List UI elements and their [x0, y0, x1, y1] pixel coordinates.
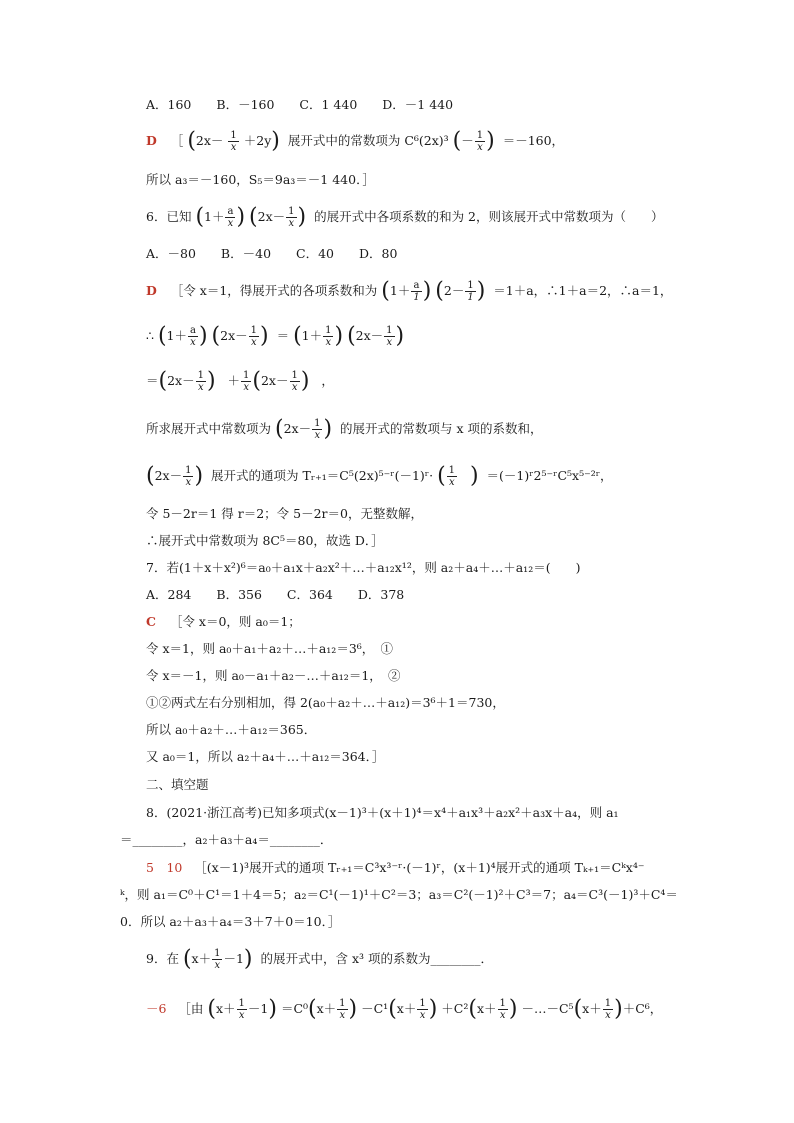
- text: ［(x－1)³展开式的通项 Tᵣ₊₁＝C³x³⁻ʳ·(－1)ʳ，(x＋1)⁴展开式的通项 Tₖ₊₁＝Cᵏx⁴⁻: [194, 860, 645, 875]
- fraction: $\frac{a}{1}$: [413, 280, 420, 303]
- expr-text: ＝－160，: [502, 133, 565, 148]
- text: 的展开式的常数项与 x 项的系数和，: [340, 421, 543, 436]
- fraction: $\frac{1}{x}$: [230, 130, 237, 153]
- q7-solution-line6: 又 a₀＝1，所以 a₂＋a₄＋…＋a₁₂＝364．］: [146, 749, 385, 764]
- q6-solution-line7: ∴展开式中常数项为 8C⁵＝80，故选 D．］: [146, 533, 384, 548]
- expr-part: 1＋: [204, 209, 225, 224]
- text: ＝: [276, 328, 290, 343]
- q6-solution-line5: (2x－ $\frac{1}{x}$ ) 展开式的通项为 Tᵣ₊₁＝C⁵(2x)⁵⁻ʳ(－1)ʳ· ( $\frac{1}{x}$ ) ＝(－1)ʳ2⁵⁻ʳC⁵x⁵⁻²ʳ，: [146, 463, 613, 489]
- text: ＝1＋a，∴1＋a＝2，∴a＝1，: [493, 283, 673, 298]
- text: ∴: [146, 328, 154, 343]
- q5-solution-line2: 所以 a₃＝－160，S₅＝9a₃＝－1 440．］: [146, 172, 375, 187]
- fraction: $\frac{1}{x}$: [476, 130, 484, 153]
- text: ［由: [178, 1001, 204, 1016]
- q7-solution-line2: 令 x＝1，则 a₀＋a₁＋a₂＋…＋a₁₂＝3⁶， ①: [146, 641, 394, 656]
- q7-solution-line5: 所以 a₀＋a₂＋…＋a₁₂＝365．: [146, 722, 317, 737]
- section-heading: 二、填空题: [146, 777, 209, 792]
- q7-stem: 7．若(1＋x＋x²)⁶＝a₀＋a₁x＋a₂x²＋…＋a₁₂x¹²，则 a₂＋a₄＋…＋a₁₂＝( ): [146, 560, 581, 575]
- q9-solution: －6 ［由 (x＋ $\frac{1}{x}$ －1) ＝C⁰(x＋ $\frac{1}{x}$ ) －C¹(x＋ $\frac{1}{x}$ ) ＋C²(x＋ $\frac{1}{x}$ ) －…－C⁵(x＋ $\frac{1}{x}$ )＋C⁶，: [146, 996, 663, 1022]
- text: 展开式的通项为 Tᵣ₊₁＝C⁵(2x)⁵⁻ʳ(－1)ʳ·: [211, 468, 434, 483]
- q8-answer: 5 10: [146, 860, 183, 875]
- q6-answer: D: [146, 283, 157, 298]
- q5-answer: D: [146, 133, 157, 148]
- fraction: $\frac{1}{x}$: [288, 206, 295, 229]
- text: ［令 x＝0，则 a₀＝1；: [169, 614, 301, 629]
- q8-solution-line2: ᵏ，则 a₁＝C⁰＋C¹＝1＋4＝5；a₂＝C¹(－1)¹＋C²＝3；a₃＝C²(－1)²＋C³＝7；a₄＝C³(－1)³＋C⁴＝: [120, 887, 678, 902]
- q7-solution-line4: ①②两式左右分别相加，得 2(a₀＋a₂＋…＋a₁₂)＝3⁶＋1＝730，: [146, 695, 505, 710]
- text: 9．在: [146, 951, 179, 966]
- q6-solution-line2: ∴ (1＋ $\frac{a}{x}$ ) (2x－ $\frac{1}{x}$ ) ＝ (1＋ $\frac{1}{x}$ ) (2x－ $\frac{1}{x}$ ): [146, 323, 405, 349]
- text: 所求展开式中常数项为: [146, 421, 272, 436]
- q5-solution-line1: D ［ (2x－ $\frac{1}{x}$ ＋2y) 展开式中的常数项为 C⁶(2x)³ (－ $\frac{1}{x}$ ) ＝－160，: [146, 128, 565, 154]
- q7-solution-line1: [146, 612, 301, 632]
- text: 的展开式中，含 x³ 项的系数为________．: [260, 951, 493, 966]
- expr-part: ＋2y: [243, 133, 272, 148]
- q9-stem: 9．在 (x＋ $\frac{1}{x}$ －1) 的展开式中，含 x³ 项的系数为________．: [146, 946, 493, 972]
- q6-solution-line4: 所求展开式中常数项为 (2x－ $\frac{1}{x}$ ) 的展开式的常数项与 x 项的系数和，: [146, 416, 543, 442]
- fraction: $\frac{a}{x}$: [227, 206, 234, 229]
- text: 6．已知: [146, 209, 192, 224]
- q9-answer: －6: [146, 1001, 167, 1016]
- q6-solution-line6: 令 5－2r＝1 得 r＝2；令 5－2r＝0，无整数解，: [146, 506, 423, 521]
- q8-solution-line1: [146, 858, 644, 878]
- text: 的展开式中各项系数的和为 2，则该展开式中常数项为（ ）: [314, 209, 664, 224]
- text: ＋C⁶，: [622, 1001, 663, 1016]
- text: ＝C⁰: [280, 1001, 309, 1016]
- expr-part: 2x－: [257, 209, 286, 224]
- q8-stem-line1: 8．(2021·浙江高考)已知多项式(x－1)³＋(x＋1)⁴＝x⁴＋a₁x³＋a₂x²＋a₃x＋a₄，则 a₁: [146, 805, 619, 820]
- expr-text: 展开式中的常数项为 C⁶(2x)³: [287, 133, 449, 148]
- q7-solution-line3: 令 x＝－1，则 a₀－a₁＋a₂－…＋a₁₂＝1， ②: [146, 668, 401, 683]
- expr-part: 2x－: [195, 133, 224, 148]
- text: ［令 x＝1，得展开式的各项系数和为: [170, 283, 378, 298]
- q6-stem: 6．已知 (1＋ $\frac{a}{x}$ ) (2x－ $\frac{1}{x}$ ) 的展开式中各项系数的和为 2，则该展开式中常数项为（ ）: [146, 204, 664, 230]
- q7-options: A．284 B．356 C．364 D．378: [146, 587, 405, 602]
- q5-options: A．160 B．－160 C．1 440 D．－1 440: [146, 97, 454, 112]
- q6-solution-line3: ＝(2x－ $\frac{1}{x}$ ) ＋ $\frac{1}{x}$ (2x－ $\frac{1}{x}$ ) ，: [146, 368, 334, 394]
- q8-solution-line3: 0．所以 a₂＋a₃＋a₄＝3＋7＋0＝10．］: [120, 914, 341, 929]
- q8-stem-line2: ＝________，a₂＋a₃＋a₄＝________．: [120, 832, 333, 847]
- bracket: ［: [170, 133, 184, 148]
- q6-solution-line1: D ［令 x＝1，得展开式的各项系数和为 (1＋ $\frac{a}{1}$ ) (2－ $\frac{1}{1}$ ) ＝1＋a，∴1＋a＝2，∴a＝1，: [146, 278, 673, 304]
- q6-options: A．－80 B．－40 C．40 D．80: [146, 246, 398, 261]
- text: ＝(－1)ʳ2⁵⁻ʳC⁵x⁵⁻²ʳ，: [486, 468, 613, 483]
- q7-answer: C: [146, 614, 156, 629]
- fraction: $\frac{1}{1}$: [467, 280, 474, 303]
